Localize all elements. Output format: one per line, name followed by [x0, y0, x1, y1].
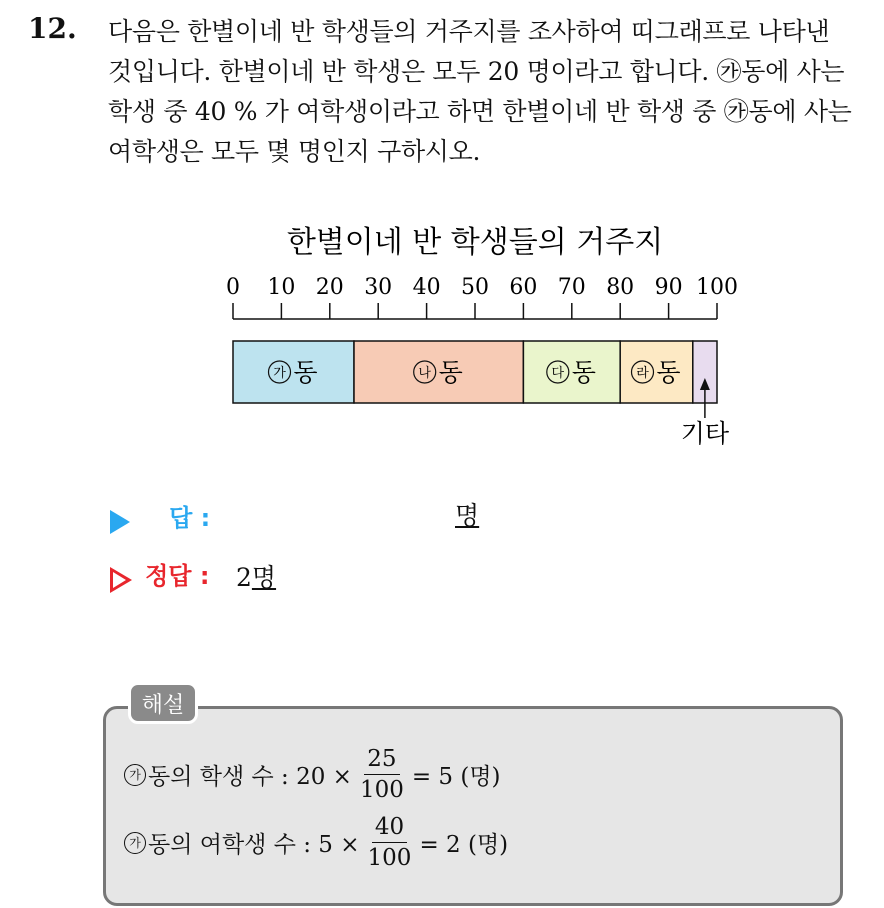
fraction-numerator: 25	[364, 744, 399, 775]
explanation-line-2	[124, 812, 508, 873]
segment-name: 동	[656, 358, 681, 387]
fraction-denominator: 100	[367, 845, 412, 871]
question-line: 다음은 한별이네 반 학생들의 거주지를 조사하여 띠그래프로 나타낸	[108, 17, 830, 46]
segment-name: 동	[293, 358, 318, 387]
circled-marker-text: 나	[418, 366, 431, 381]
scale-tick-label: 70	[557, 275, 586, 300]
correct-answer-value: 2	[236, 563, 252, 592]
answer-unit: 명	[455, 501, 480, 530]
answer-label: 답 :	[169, 504, 211, 532]
fraction-numerator: 40	[372, 812, 407, 843]
circled-marker-text: 가	[273, 366, 286, 381]
explanation-box	[103, 706, 843, 906]
equation-result: = 5 (명)	[411, 764, 501, 790]
scale-tick-label: 30	[364, 275, 393, 300]
scale-tick-label: 10	[267, 275, 296, 300]
fraction	[368, 812, 412, 873]
question-number: 12.	[28, 12, 77, 45]
scale-tick-label: 20	[315, 275, 344, 300]
scale-tick-label: 40	[412, 275, 441, 300]
correct-answer-row	[110, 556, 209, 593]
fraction	[360, 744, 404, 805]
answer-row	[110, 498, 210, 534]
question-line: 여학생은 모두 몇 명인지 구하시오.	[108, 137, 481, 166]
fraction-denominator: 100	[359, 777, 404, 803]
circled-marker-text: 다	[551, 366, 565, 381]
scale-tick-label: 60	[509, 275, 538, 300]
equation-prefix: 동의 학생 수 : 20 ×	[148, 764, 352, 790]
question-line: 학생 중 40 % 가 여학생이라고 하면 한별이네 반 학생 중 ㉮동에 사는	[108, 97, 852, 126]
question-line: 것입니다. 한별이네 반 학생은 모두 20 명이라고 합니다. ㉮동에 사는	[108, 57, 845, 86]
chart-title: 한별이네 반 학생들의 거주지	[286, 225, 664, 260]
annotation-label: 기타	[680, 419, 730, 448]
equation-prefix: 동의 여학생 수 : 5 ×	[148, 832, 360, 858]
circled-marker: 가	[124, 764, 146, 786]
scale-tick-label: 90	[654, 275, 683, 300]
correct-answer-label: 정답 :	[145, 562, 210, 590]
correct-answer-unit: 명	[251, 563, 277, 592]
correct-answer	[236, 558, 276, 594]
scale-tick-label: 0	[226, 275, 240, 300]
scale-tick-label: 80	[606, 275, 635, 300]
play-arrow-icon	[110, 510, 130, 534]
chart-scale	[226, 275, 738, 319]
outline-arrow-icon	[110, 567, 132, 593]
circled-marker: 가	[124, 832, 146, 854]
equation-result: = 2 (명)	[419, 832, 509, 858]
segment-name: 동	[438, 358, 463, 387]
scale-tick-label: 50	[461, 275, 489, 300]
explanation-tab: 해설	[128, 682, 198, 724]
chart-segments	[233, 341, 717, 403]
circled-marker-text: 라	[636, 366, 649, 381]
segment-name: 동	[571, 358, 596, 387]
scale-tick-label: 100	[696, 275, 738, 300]
explanation-line-1	[124, 744, 501, 805]
